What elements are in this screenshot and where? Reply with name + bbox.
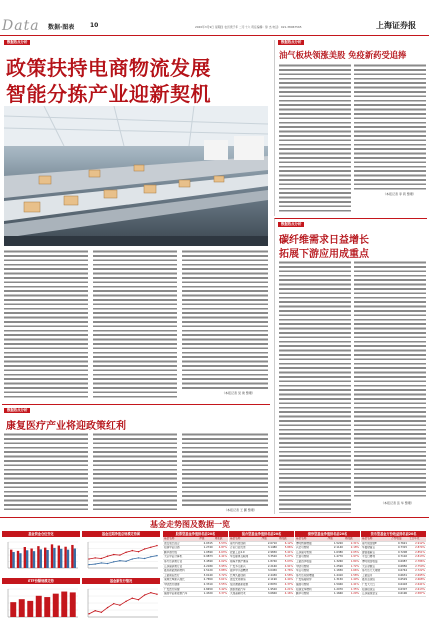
table-cell: 0.6418	[390, 582, 408, 587]
table-cell: 广发集裕债券	[295, 578, 327, 583]
carbon-body-col-1	[279, 261, 351, 513]
table-cell: 3.0140	[198, 573, 213, 578]
table-header-row	[295, 537, 360, 541]
health-byline: （本报记者 王 鹏 整理）	[224, 508, 257, 512]
table-cell: 国泰智能汽车	[229, 587, 261, 592]
brand-logo: Data	[2, 18, 40, 34]
table-cell: 1.41%	[344, 582, 360, 587]
data-point	[101, 612, 102, 613]
table-cell: 4.91%	[278, 564, 294, 569]
table-cell: 2.668%	[408, 578, 426, 583]
fund-table-4	[361, 531, 426, 624]
data-point	[107, 607, 108, 608]
chart-1-plot	[2, 538, 80, 574]
table-cell: 2.0315	[198, 541, 213, 546]
table-cell: 工银货币	[361, 573, 390, 578]
warehouse-sorting-line-image	[4, 106, 268, 246]
table-cell: 易方达天天理财	[361, 569, 390, 574]
table-cell: 诺安先进制造	[229, 578, 261, 583]
table-cell: 4.16%	[278, 592, 294, 597]
bar	[10, 602, 16, 617]
data-point	[119, 554, 120, 555]
table-cell: 南方现金通E	[361, 541, 390, 546]
table-cell: 建信嘉薪宝	[361, 550, 390, 555]
table-cell: 易方达消费行业	[163, 559, 198, 564]
table-cell: 0.6744	[390, 569, 408, 574]
table-cell: 招商中证白酒	[163, 546, 198, 551]
data-point	[125, 561, 126, 562]
table-cell: 0.9873	[198, 555, 213, 560]
carbon-title-1: 碳纤维需求日益增长	[279, 235, 369, 246]
table-header-row	[361, 537, 426, 541]
table-cell: 1.66%	[344, 569, 360, 574]
table-cell: 1.6380	[327, 550, 344, 555]
fund-tables	[163, 531, 427, 624]
table-cell: 鹏华可转债	[295, 592, 327, 597]
carbon-byline: （本报记者 张 华 整理）	[381, 501, 414, 505]
table-cell: 2.750%	[408, 564, 426, 569]
table-cell: 2.5120	[198, 569, 213, 574]
table-cell: 中欧医疗健康	[163, 582, 198, 587]
bar	[19, 553, 21, 568]
fund-table-grid	[295, 537, 360, 597]
table-cell: 2.851%	[408, 550, 426, 555]
table-cell: 1.49%	[344, 578, 360, 583]
table-cell: 1.3260	[327, 559, 344, 564]
table-cell: 万家行业优选	[229, 546, 261, 551]
table-cell: 南方科技创新	[229, 541, 261, 546]
bar	[71, 545, 73, 568]
table-cell: 4.63%	[214, 550, 228, 555]
table-cell: 2.1190	[261, 578, 278, 583]
table-cell: 2.8450	[198, 587, 213, 592]
fund-banner	[0, 517, 429, 529]
table-cell: 2.786%	[408, 559, 426, 564]
data-point	[132, 558, 133, 559]
data-point	[113, 561, 114, 562]
table-cell: 0.7208	[390, 550, 408, 555]
table-cell: 1.58%	[344, 573, 360, 578]
table-cell: 广发医疗保健	[163, 587, 198, 592]
bar	[30, 549, 32, 569]
data-point	[119, 560, 120, 561]
bar	[12, 552, 14, 568]
oil-article	[274, 40, 427, 216]
table-cell: 1.72%	[344, 564, 360, 569]
fund-table-title: 混合型基金净值排名前20名	[229, 531, 294, 537]
table-cell: 兴全可转债	[295, 546, 327, 551]
table-cell: 华安媒体互联网	[229, 555, 261, 560]
table-cell: 4.76%	[278, 569, 294, 574]
table-cell: 4.58%	[278, 573, 294, 578]
data-point	[144, 548, 145, 549]
data-point	[144, 558, 145, 559]
bar	[44, 548, 46, 568]
table-cell: 大成高新技术	[229, 592, 261, 597]
table-cell: 招商安本增利	[295, 587, 327, 592]
table-cell: 天弘余额宝	[361, 564, 390, 569]
section-name: 数据·图表	[48, 24, 75, 31]
table-cell: 2.05%	[344, 550, 360, 555]
table-cell: 广发天天红	[361, 582, 390, 587]
carbon-kicker: 数据热点分析	[278, 222, 304, 227]
chart-panel-1	[2, 531, 80, 575]
table-cell: 0.6856	[390, 564, 408, 569]
chart-3-plot	[2, 585, 80, 623]
lead-byline: （本报记者 吴 建 整理）	[222, 391, 255, 395]
table-cell: 1.4410	[327, 573, 344, 578]
table-cell: 信达澳银新能源	[229, 582, 261, 587]
fund-table-1	[163, 531, 228, 624]
table-cell: 2.587%	[408, 592, 426, 597]
table-cell: 1.2740	[198, 546, 213, 551]
column-header: 万份收益	[390, 537, 408, 541]
data-point	[138, 557, 139, 558]
table-cell: 平安日增利	[361, 555, 390, 560]
chart-panel-4	[82, 578, 160, 624]
data-point	[144, 594, 145, 595]
oil-body-col-2	[354, 64, 426, 190]
table-cell: 3.1480	[261, 546, 278, 551]
data-point	[88, 558, 89, 559]
table-cell: 1.0590	[198, 550, 213, 555]
column-header: 净值	[198, 537, 213, 541]
lead-title-2: 智能分拣产业迎新契机	[6, 82, 211, 106]
table-cell: 0.7102	[390, 555, 408, 560]
table-cell: 4.87%	[214, 546, 228, 551]
table-cell: 2.1140	[327, 546, 344, 551]
column-header: 净值	[327, 537, 344, 541]
page-number: 10	[90, 22, 99, 29]
table-cell: 2.4430	[261, 573, 278, 578]
table-cell: 博时现金收益	[361, 559, 390, 564]
table-cell: 2.641%	[408, 582, 426, 587]
lead-title-1: 政策扶持电商物流发展	[6, 56, 211, 80]
table-cell: 0.6196	[390, 592, 408, 597]
table-cell: 1.5940	[327, 582, 344, 587]
table-cell: 长信可转债	[295, 555, 327, 560]
table-cell: 长城久嘉创新	[229, 573, 261, 578]
table-cell: 广发多元新兴	[229, 564, 261, 569]
column-header: 基金名称	[361, 537, 390, 541]
bar	[74, 549, 76, 569]
table-cell: 1.5220	[327, 541, 344, 546]
series-line	[89, 546, 157, 559]
bar	[70, 592, 76, 617]
bar	[44, 597, 50, 617]
data-point	[138, 551, 139, 552]
data-point	[156, 555, 157, 556]
column-header: 净值	[261, 537, 278, 541]
table-cell: 2.8970	[261, 582, 278, 587]
table-cell: 2.3310	[198, 582, 213, 587]
table-cell: 4.21%	[278, 587, 294, 592]
lead-body-col-1	[4, 250, 88, 398]
table-header-row	[229, 537, 294, 541]
table-cell: 2.695%	[408, 573, 426, 578]
table-cell: 1.4770	[327, 555, 344, 560]
table-cell: 博时转债增强	[295, 541, 327, 546]
data-point	[101, 562, 102, 563]
data-point	[150, 592, 151, 593]
fund-table-title: 股票型基金净值排名前20名	[163, 531, 228, 537]
table-cell: 5.41%	[278, 550, 294, 555]
data-point	[94, 563, 95, 564]
table-cell: 5.86%	[278, 546, 294, 551]
table-cell: 2.613%	[408, 587, 426, 592]
data-point	[150, 547, 151, 548]
table-cell: 农银工业4.0	[229, 550, 261, 555]
column-header: 基金名称	[229, 537, 261, 541]
bar	[64, 547, 66, 568]
table-cell: 0.7621	[390, 541, 408, 546]
data-point	[107, 563, 108, 564]
oil-body-col-1	[279, 64, 351, 214]
lead-body-col-3	[182, 250, 268, 390]
series-line	[89, 556, 157, 565]
table-cell: 0.6987	[390, 559, 408, 564]
table-cell: 4.02%	[214, 559, 228, 564]
data-point	[119, 605, 120, 606]
bar	[10, 550, 12, 568]
table-cell: 4.2180	[198, 564, 213, 569]
bar	[37, 546, 39, 568]
table-cell: 富国可转债	[295, 582, 327, 587]
data-point	[138, 599, 139, 600]
table-cell: 嘉实活钱包	[361, 578, 390, 583]
table-cell: 3.88%	[214, 569, 228, 574]
health-kicker: 数据热点分析	[4, 408, 30, 413]
bar	[33, 551, 35, 568]
chart-2-title: 基金近期净值总规模走势图	[82, 531, 160, 537]
table-cell: 工银前沿医疗	[163, 573, 198, 578]
data-point	[113, 554, 114, 555]
table-cell: 3.95%	[214, 564, 228, 569]
data-point	[94, 610, 95, 611]
health-article	[2, 404, 270, 514]
fund-table-title: 货币型基金万份收益排名前20名	[361, 531, 426, 537]
data-point	[132, 597, 133, 598]
table-cell: 嘉实新能源新材料	[163, 569, 198, 574]
table-cell: 中欧可转债	[295, 564, 327, 569]
chart-4-plot	[82, 585, 160, 623]
data-point	[125, 552, 126, 553]
bar	[19, 599, 25, 617]
table-cell: 4.41%	[214, 555, 228, 560]
table-cell: 1.29%	[344, 592, 360, 597]
chart-panel-3	[2, 578, 80, 624]
oil-byline: （本报记者 李 莉 整理）	[383, 192, 416, 196]
data-point	[101, 558, 102, 559]
table-cell: 2.2160	[261, 564, 278, 569]
carbon-article	[274, 218, 427, 514]
table-cell: 2.6710	[261, 541, 278, 546]
fund-table-title: 债券型基金净值排名前20名	[295, 531, 360, 537]
table-cell: 鹏华酒分级	[163, 550, 198, 555]
health-body-col-2	[93, 433, 177, 513]
table-cell: 3.6840	[261, 592, 278, 597]
lead-kicker: 数据热点分析	[4, 40, 30, 45]
table-cell: 1.9520	[261, 587, 278, 592]
table-cell: 0.6631	[390, 573, 408, 578]
table-cell: 1.8740	[261, 559, 278, 564]
table-cell: 华宝可转债	[295, 569, 327, 574]
fund-table-grid	[163, 537, 228, 597]
table-row	[163, 592, 228, 597]
table-cell: 1.1660	[327, 592, 344, 597]
table-cell: 银华中小盘精选	[229, 569, 261, 574]
table-cell: 景顺长城新兴成长	[163, 578, 198, 583]
bar	[40, 549, 42, 568]
column-header: 周涨跌	[278, 537, 294, 541]
data-point	[107, 556, 108, 557]
table-cell: 4.44%	[278, 578, 294, 583]
table-cell: 3.0450	[261, 569, 278, 574]
table-cell: 0.6307	[390, 587, 408, 592]
health-body-col-1	[4, 433, 88, 513]
data-point	[88, 564, 89, 565]
lead-article	[2, 40, 270, 400]
table-cell: 5.03%	[278, 559, 294, 564]
table-cell: 1.84%	[344, 559, 360, 564]
table-cell: 6.12%	[278, 541, 294, 546]
table-cell: 1.97%	[344, 555, 360, 560]
table-cell: 天弘中证计算机	[163, 555, 198, 560]
oil-title: 油气板块领涨美股 免疫新药受追捧	[279, 50, 407, 60]
bar	[53, 594, 59, 617]
paper-name: 上海证券报	[376, 20, 416, 30]
bar	[46, 550, 48, 568]
bar	[61, 592, 67, 617]
bar	[36, 596, 42, 617]
masthead	[0, 0, 429, 36]
table-cell: 2.9830	[261, 550, 278, 555]
bar	[24, 547, 26, 568]
bar	[26, 550, 28, 568]
table-cell: 华夏财富宝	[361, 546, 390, 551]
table-cell: 2.7650	[198, 578, 213, 583]
bar	[60, 549, 62, 568]
bar	[17, 551, 19, 568]
table-cell: 2.722%	[408, 569, 426, 574]
fund-table-grid	[229, 537, 294, 597]
column-header: 周涨跌	[214, 537, 228, 541]
table-cell: 汇添富消费行业	[163, 564, 198, 569]
data-point	[125, 601, 126, 602]
fund-table-3	[295, 531, 360, 624]
table-cell: 3.3520	[261, 555, 278, 560]
table-cell: 1.1830	[327, 569, 344, 574]
table-cell: 0.6529	[390, 578, 408, 583]
table-cell: 5.53%	[214, 541, 228, 546]
table-cell: 2.813%	[408, 555, 426, 560]
chart-2-plot	[82, 538, 160, 574]
chart-3-title: ETF份额规模走势	[2, 578, 80, 584]
table-cell: 2.31%	[344, 541, 360, 546]
bar	[67, 550, 69, 568]
table-cell: 汇添富现金宝	[361, 592, 390, 597]
table-cell: 富国中证新能源汽车	[163, 592, 198, 597]
bar	[58, 546, 60, 568]
lead-body-col-2	[93, 250, 177, 398]
chart-1-title: 基金资金仓位变化	[2, 531, 80, 537]
fund-table-2	[229, 531, 294, 624]
table-cell: 3.55%	[214, 582, 228, 587]
table-cell: 3.72%	[214, 573, 228, 578]
data-point	[94, 557, 95, 558]
table-cell: 3.42%	[214, 587, 228, 592]
table-cell: 3.4590	[198, 559, 213, 564]
fund-table-grid	[361, 537, 426, 597]
data-point	[156, 545, 157, 546]
bar	[53, 548, 55, 568]
table-cell: 汇添富可转债	[295, 550, 327, 555]
table-row	[295, 592, 360, 597]
table-row	[229, 592, 294, 597]
table-cell: 1.2590	[327, 564, 344, 569]
table-cell: 3.61%	[214, 578, 228, 583]
column-header: 周涨跌	[344, 537, 360, 541]
health-title: 康复医疗产业将迎政策红利	[6, 421, 126, 432]
data-point	[113, 603, 114, 604]
chart-panel-2	[82, 531, 160, 575]
table-cell: 5.27%	[278, 555, 294, 560]
table-cell: 3.37%	[214, 592, 228, 597]
lead-photo	[4, 106, 268, 246]
bar	[51, 544, 53, 568]
table-cell: 前海开源沪港深	[229, 559, 261, 564]
date-line: 2020年3月9日 星期四 农历庚子年 二月十六 责任编辑：徐 杰 电话：021-38967565	[195, 25, 302, 29]
fund-banner-title: 基金走势图及数据一览	[150, 520, 230, 529]
table-cell: 易方达双债增强	[295, 573, 327, 578]
table-cell: 1.3150	[327, 578, 344, 583]
table-cell: 2.912%	[408, 541, 426, 546]
table-cell: 工银四季收益	[295, 559, 327, 564]
health-body-col-3	[182, 433, 268, 507]
table-cell: 2.18%	[344, 546, 360, 551]
table-row	[361, 592, 426, 597]
data-point	[88, 613, 89, 614]
table-cell: 招商招钱宝	[361, 587, 390, 592]
column-header: 基金名称	[295, 537, 327, 541]
data-point	[156, 594, 157, 595]
table-cell: 0.7315	[390, 546, 408, 551]
table-cell: 1.4320	[198, 592, 213, 597]
table-cell: 1.35%	[344, 587, 360, 592]
bar	[27, 601, 33, 617]
table-cell: 1.2070	[327, 587, 344, 592]
carbon-title-2: 拓展下游应用成重点	[279, 249, 369, 260]
carbon-body-col-2	[354, 261, 426, 497]
data-point	[132, 550, 133, 551]
oil-kicker: 数据热点分析	[278, 40, 304, 45]
table-cell: 2.874%	[408, 546, 426, 551]
data-point	[150, 556, 151, 557]
column-header: 七日年化	[408, 537, 426, 541]
table-cell: 4.37%	[278, 582, 294, 587]
column-header: 基金名称	[163, 537, 198, 541]
table-cell: 诺安成长混合	[163, 541, 198, 546]
chart-4-title: 基金新发行情况	[82, 578, 160, 584]
